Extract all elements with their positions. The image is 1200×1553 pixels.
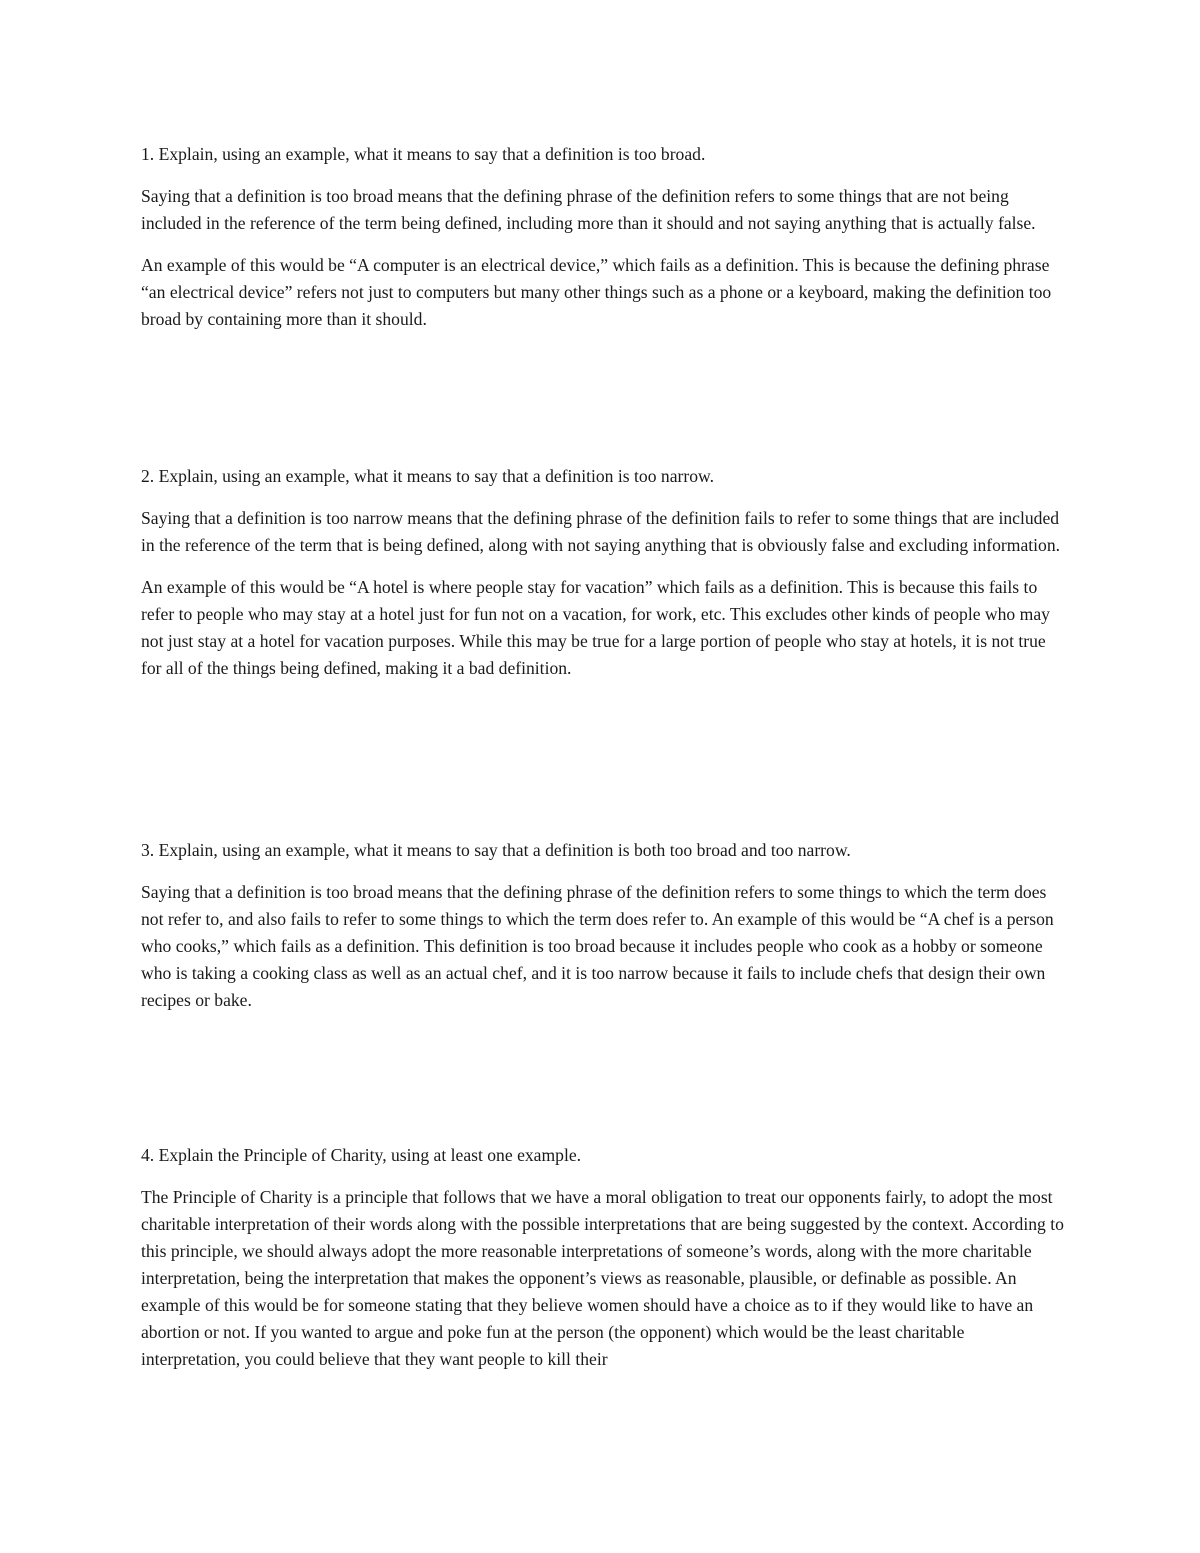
answer-paragraph: Saying that a definition is too broad means that the defining phrase of the definition refers to some things that are not being included in the reference of the term being defined, including more than it should and not saying anything that is actually false. xyxy=(141,186,1036,233)
question-section-1 xyxy=(141,141,1066,333)
question-heading-4: 4. Explain the Principle of Charity, using at least one example. xyxy=(141,1145,582,1165)
document-page xyxy=(141,0,1066,1553)
answer-paragraph: The Principle of Charity is a principle that follows that we have a moral obligation to treat our opponents fairly, to adopt the most charitable interpretation of their words along with the possible interpretations that are being suggested by the context. According to this principle, we should always adopt the more reasonable interpretations of someone’s words, along with the more charitable interpretation, being the interpretation that makes the opponent’s views as reasonable, plausible, or definable as possible. An example of this would be for someone stating that they believe women should have a choice as to if they would like to have an abortion or not. If you wanted to argue and poke fun at the person (the opponent) which would be the least charitable interpretation, you could believe that they want people to kill their xyxy=(141,1187,1064,1369)
answer-paragraph: Saying that a definition is too narrow means that the defining phrase of the definition fails to refer to some things that are included in the reference of the term that is being defined, along with not saying anything that is obviously false and excluding information. xyxy=(141,508,1061,555)
answer-paragraph: An example of this would be “A computer is an electrical device,” which fails as a definition. This is because the defining phrase “an electrical device” refers not just to computers but many other things such as a phone or a keyboard, making the definition too broad by containing more than it should. xyxy=(141,255,1052,329)
question-section-2 xyxy=(141,463,1066,682)
question-section-3 xyxy=(141,837,1066,1014)
question-heading-1: 1. Explain, using an example, what it means to say that a definition is too broad. xyxy=(141,144,706,164)
question-section-4 xyxy=(141,1142,1066,1373)
question-heading-2: 2. Explain, using an example, what it means to say that a definition is too narrow. xyxy=(141,466,714,486)
answer-paragraph: Saying that a definition is too broad means that the defining phrase of the definition refers to some things to which the term does not refer to, and also fails to refer to some things to which the term does refer to. An example of this would be “A chef is a person who cooks,” which fails as a definition. This definition is too broad because it includes people who cook as a hobby or someone who is taking a cooking class as well as an actual chef, and it is too narrow because it fails to include chefs that design their own recipes or bake. xyxy=(141,882,1054,1010)
question-heading-3: 3. Explain, using an example, what it means to say that a definition is both too broad and too narrow. xyxy=(141,840,851,860)
answer-paragraph: An example of this would be “A hotel is where people stay for vacation” which fails as a definition. This is because this fails to refer to people who may stay at a hotel just for fun not on a vacation, for work, etc. This excludes other kinds of people who may not just stay at a hotel for vacation purposes. While this may be true for a large portion of people who stay at hotels, it is not true for all of the things being defined, making it a bad definition. xyxy=(141,577,1050,678)
